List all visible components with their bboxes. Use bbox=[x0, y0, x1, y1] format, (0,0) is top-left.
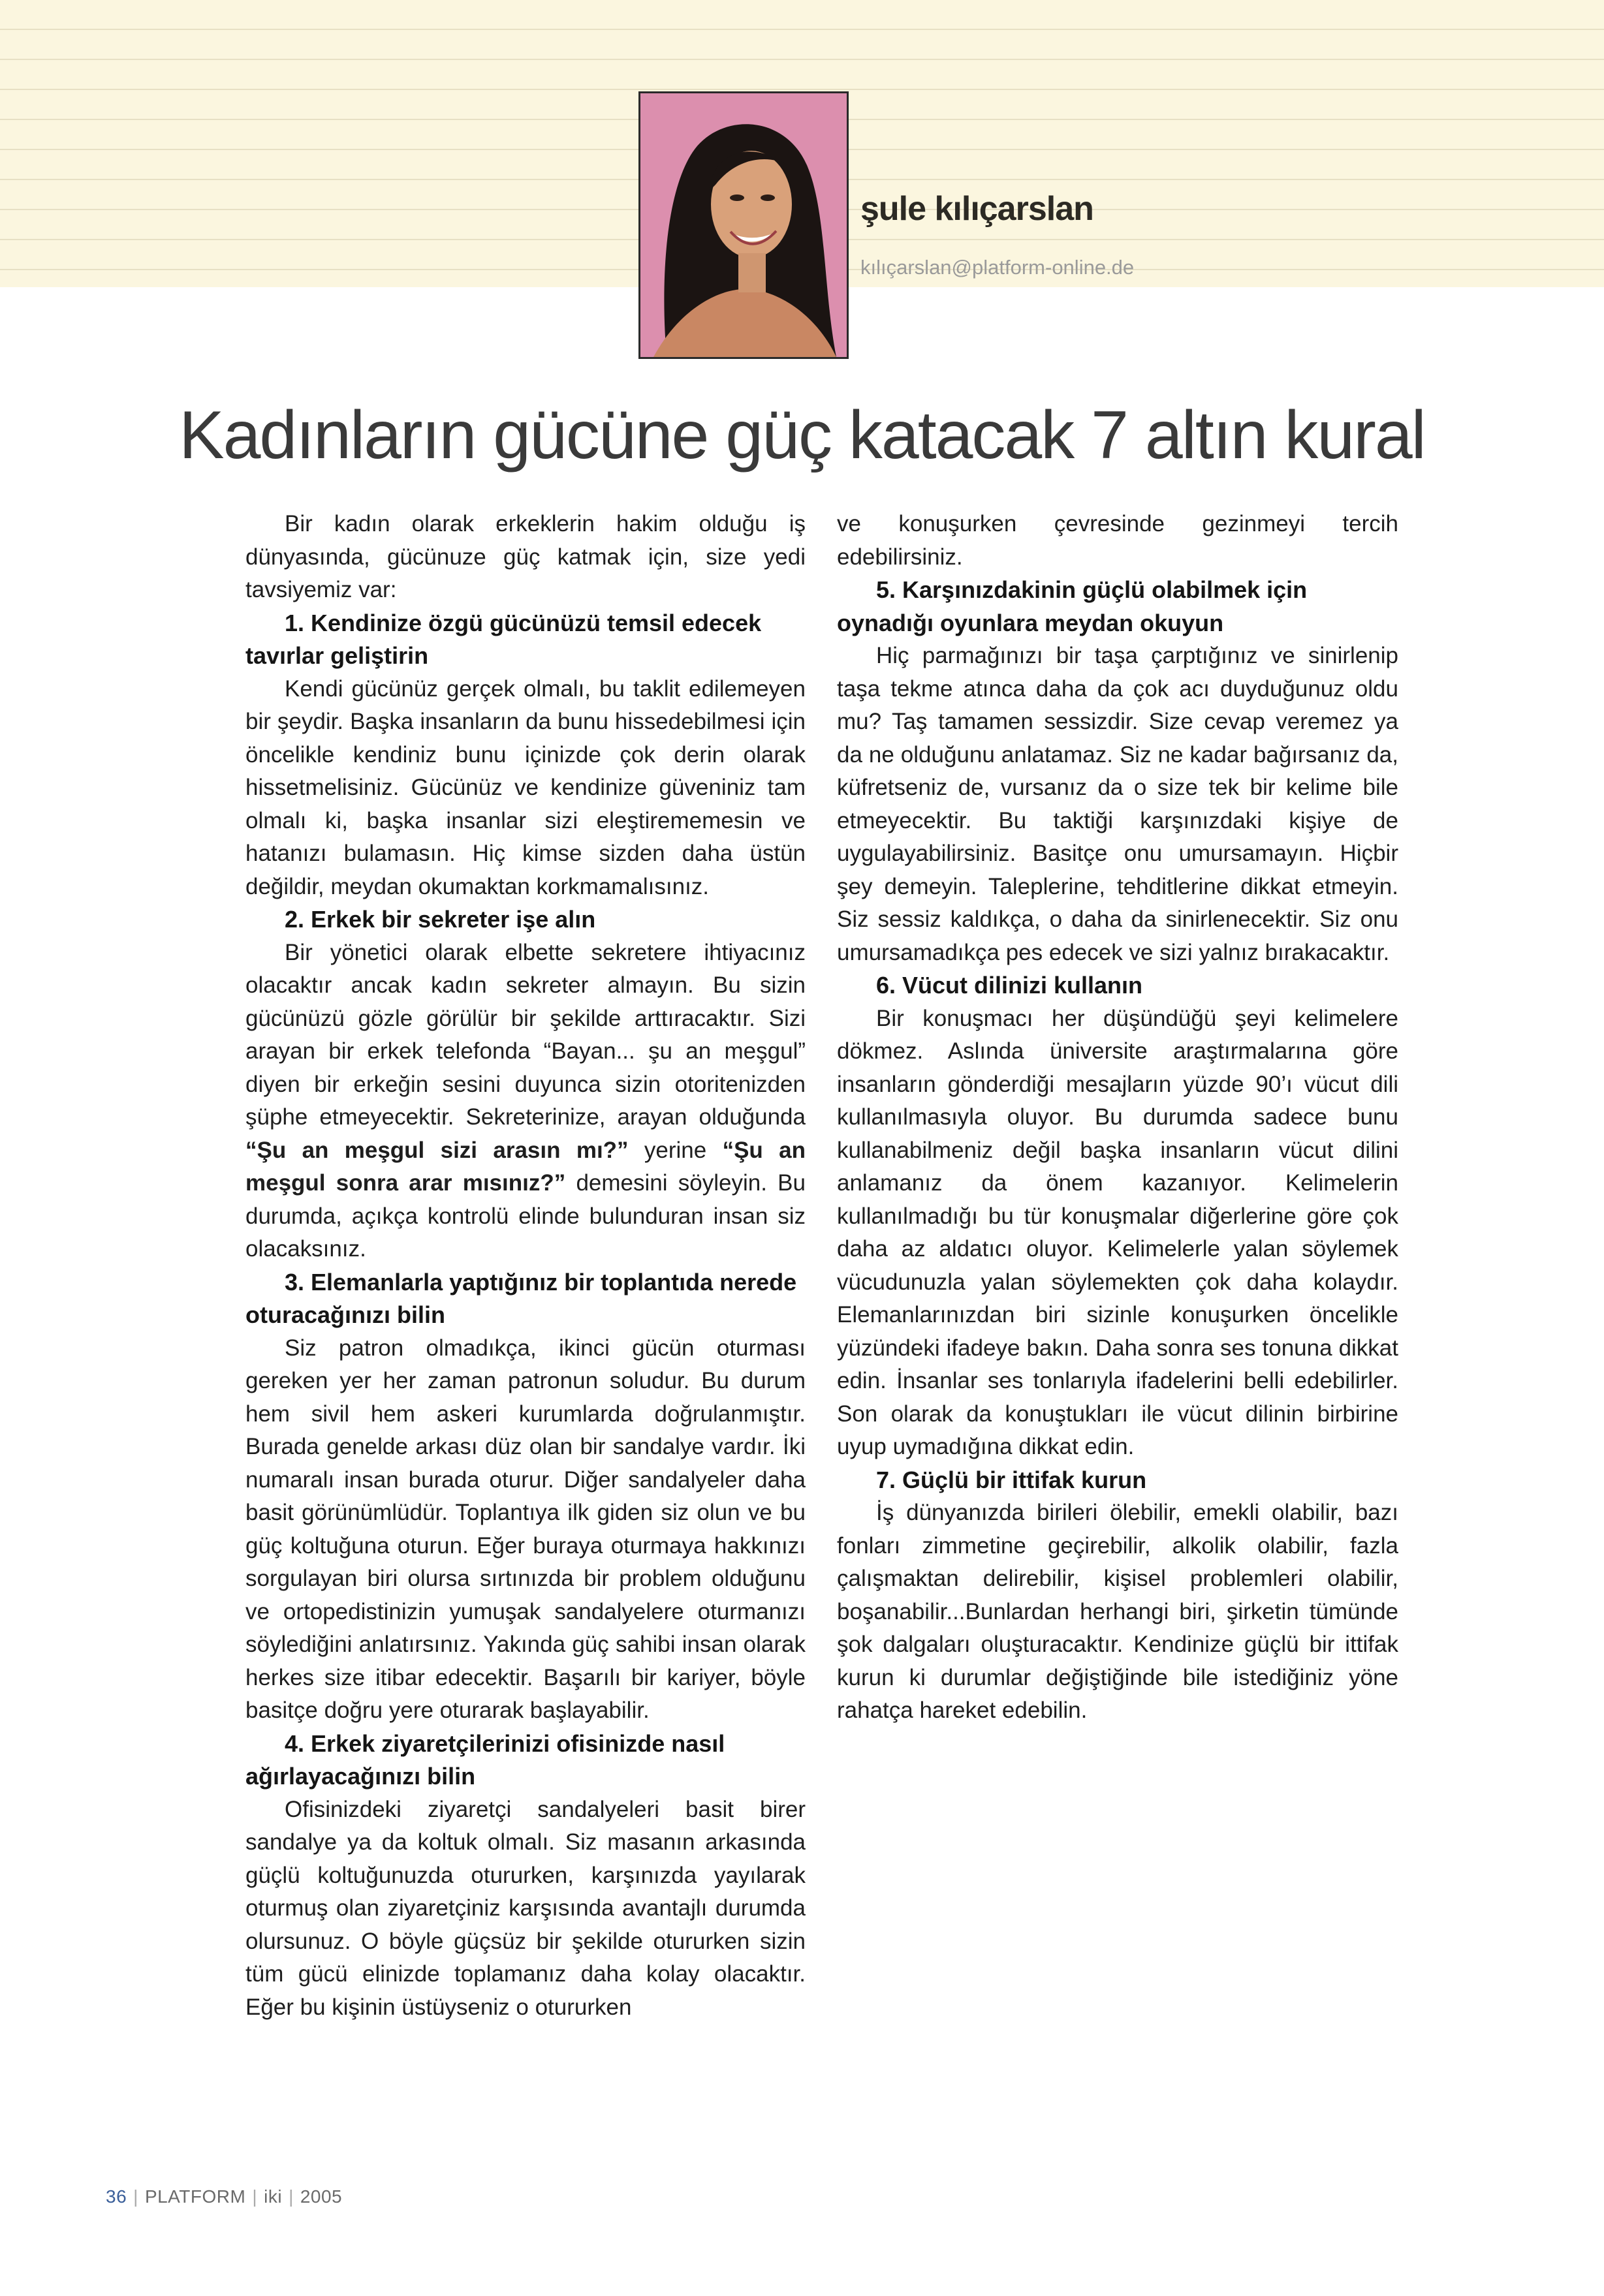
rule-2-quote-1: “Şu an meşgul sizi arasın mı?” bbox=[245, 1137, 629, 1163]
rule-2-heading: 2. Erkek bir sekreter işe alın bbox=[285, 906, 596, 933]
rule-2-text-b: yerine bbox=[644, 1137, 707, 1163]
article-title: Kadınların gücüne güç katacak 7 altın kural bbox=[179, 397, 1425, 473]
article-column-left bbox=[245, 508, 806, 2024]
author-portrait-image bbox=[640, 93, 847, 357]
rule-5-text: Hiç parmağınızı bir taşa çarptığınız ve sinirlenip taşa tekme atınca daha da çok acı duyduğunuz oldu mu? Taş tamamen sessizdir. Size cevap veremez ya da ne olduğunu anlatamaz. Siz ne kadar bağırsanız da, küfretseniz de, vursanız da o size tek bir kelime bile etmeyecektir. Bu taktiği karşınızdaki kişiye de uygulayabilirsiniz. Basitçe onu umursamayın. Hiçbir şey demeyin. Taleplerine, tehditlerine dikkat etmeyin. Siz sessiz kaldıkça, o daha da sinirlenecektir. Siz onu umursamadıkça pes edecek ve sizi yalnız bırakacaktır. bbox=[837, 643, 1398, 965]
rule-2-quote-2: “Şu an meşgul sonra arar mısınız?” bbox=[245, 1137, 806, 1196]
rule-5-heading: 5. Karşınızdakinin güçlü olabilmek için oynadığı oyunlara meydan okuyun bbox=[837, 576, 1308, 636]
rule-1-text: Kendi gücünüz gerçek olmalı, bu taklit edilemeyen bir şeydir. Başka insanların da bunu hissedebilmesi için öncelikle kendiniz bunu içinizde çok derin olarak hissetmelisiniz. Gücünüz ve kendinize güveniniz tam olmalı ki, başka insanlar sizi eleştirememesin ve hatanızı bulamasın. Hiç kimse sizden daha üstün değildir, meydan okumaktan korkmamalısınız. bbox=[245, 675, 806, 899]
issue-label: iki bbox=[264, 2186, 283, 2207]
rule-3-heading: 3. Elemanlarla yaptığınız bir toplantıda nerede oturacağınızı bilin bbox=[245, 1268, 797, 1328]
rule-1-heading: 1. Kendinize özgü gücünüzü temsil edecek tavırlar geliştirin bbox=[245, 609, 762, 669]
author-name: şule kılıçarslan bbox=[860, 190, 1093, 228]
rule-7-text: İş dünyanızda birileri ölebilir, emekli olabilir, bazı fonları zimmetine geçirebilir, alkolik olabilir, fazla çalışmaktan delirebilir, kişisel problemleri olabilir, boşanabilir...Bunlardan herhangi biri, şirketin tümünde şok dalgaları oluşturacaktır. Kendinize güçlü bir ittifak kurun ki durumlar değiştiğinde bile istediğiniz yöne rahatça hareket edebilin. bbox=[837, 1500, 1398, 1723]
page-number: 36 bbox=[106, 2186, 127, 2207]
page-footer bbox=[106, 2186, 342, 2207]
rule-2-text-c: demesini söyleyin. Bu durumda, açıkça kontrolü elinde bulunduran insan siz olacaksınız. bbox=[245, 1170, 806, 1262]
rule-4-heading: 4. Erkek ziyaretçilerinizi ofisinizde nasıl ağırlayacağınızı bilin bbox=[245, 1730, 725, 1790]
footer-separator: | bbox=[133, 2186, 138, 2207]
rule-4-text: Ofisinizdeki ziyaretçi sandalyeleri basit birer sandalye ya da koltuk olmalı. Siz masanın arkasında güçlü koltuğunuzda otururken, karşınızda yayılarak oturmuş olan ziyaretçiniz karşısında avantajlı durumda olursunuz. O böyle güçsüz bir şekilde otururken sizin tüm gücü elinizde toplamanız daha kolay olacaktır. Eğer bu kişinin üstüyseniz o otururken bbox=[245, 1796, 806, 2020]
magazine-name: PLATFORM bbox=[144, 2186, 246, 2207]
rule-4-continuation: ve konuşurken çevresinde gezinmeyi tercih edebilirsiniz. bbox=[837, 511, 1398, 570]
footer-separator: | bbox=[252, 2186, 258, 2207]
article-intro: Bir kadın olarak erkeklerin hakim olduğu iş dünyasında, gücünuze güç katmak için, size yedi tavsiyemiz var: bbox=[245, 511, 806, 602]
rule-2-text bbox=[245, 937, 806, 1266]
issue-year: 2005 bbox=[300, 2186, 343, 2207]
rule-6-text: Bir konuşmacı her düşündüğü şeyi kelimelere dökmez. Aslında üniversite araştırmalarına göre insanların gönderdiği mesajların yüzde 90’ı vücut dili kullanılmasıyla oluyor. Bu durumda sadece bunu kullanabilmeniz değil başka insanların vücut dilini anlamanız da önem kazanıyor. Kelimelerin kullanılmadığı bu tür konuşmalar diğerlerine göre çok daha az aldatıcı oluyor. Kelimelerle yalan söylemek vücudunuzla yalan söylemekten çok daha kolaydır. Elemanlarınızdan biri sizinle konuşurken öncelikle yüzündeki ifadeye bakın. Daha sonra ses tonuna dikkat edin. İnsanlar ses tonlarıyla ifadelerini belli edebilirler. Son olarak da konuştukları ile vücut dilinin birbirine uyup uymadığına dikkat edin. bbox=[837, 1005, 1398, 1459]
author-email[interactable]: kılıçarslan@platform-online.de bbox=[860, 256, 1135, 279]
footer-separator: | bbox=[289, 2186, 294, 2207]
article-column-right bbox=[837, 508, 1398, 1728]
rule-6-heading: 6. Vücut dilinizi kullanın bbox=[876, 972, 1143, 999]
rule-7-heading: 7. Güçlü bir ittifak kurun bbox=[876, 1466, 1147, 1493]
rule-2-text-a: Bir yönetici olarak elbette sekretere ihtiyacınız olacaktır ancak kadın sekreter almayın. Bu sizin gücünüzü gözle görülür bir şekilde arttıracaktır. Sizi arayan bir erkek telefonda “Bayan... şu an meşgul” diyen bir erkeğin sesini duyunca sizin otoritenizden şüphe etmeyecektir. Sekreterinize, arayan olduğunda bbox=[245, 939, 806, 1130]
rule-3-text: Siz patron olmadıkça, ikinci gücün oturması gereken yer her zaman patronun soludur. Bu durum hem sivil hem askeri kurumlarda doğrulanmıştır. Burada genelde arkası düz olan bir sandalye vardır. İki numaralı insan burada oturur. Diğer sandalyeler daha basit görünümlüdür. Toplantıya ilk giden siz olun ve bu güç koltuğuna oturun. Eğer buraya oturmaya hakkınızı sorgulayan biri olursa sırtınızda bir problem olduğunu ve ortopedistinizin yumuşak sandalyelere oturmanızı söylediğini anlatırsınız. Yakında güç sahibi insan olarak herkes size itibar edecektir. Başarılı bir kariyer, böyle basitçe doğru yere oturarak başlayabilir. bbox=[245, 1335, 806, 1723]
author-photo bbox=[638, 91, 849, 359]
